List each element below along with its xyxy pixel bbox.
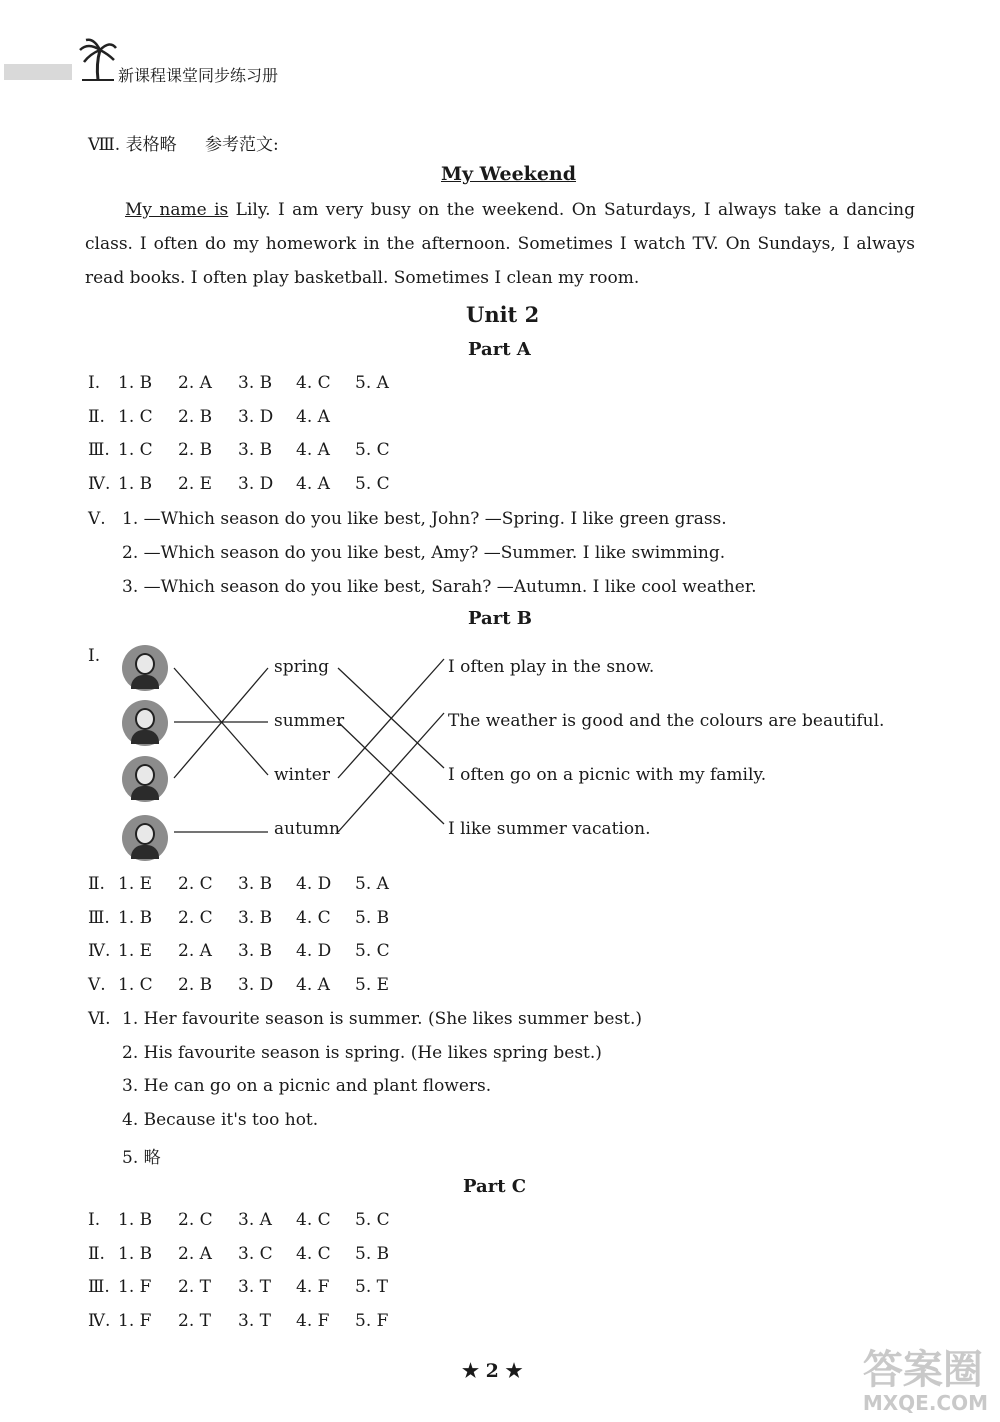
row-label: Ⅲ. [88,907,110,928]
match-sentence: I like summer vacation. [448,819,651,839]
answer-item: 1. C [118,406,153,427]
answer-item: 1. E [118,941,153,962]
watermark-logo-text: 答案圈 [862,1347,983,1393]
answer-item: 3. B [238,941,273,962]
unit-title: Unit 2 [466,302,540,327]
row-label: Ⅲ. [88,1277,110,1298]
answer-item: 3. T [238,1277,271,1298]
answer-item: 1. B [118,907,153,928]
answer-item: 4. C [296,1210,331,1230]
row-label: Ⅱ. [88,874,105,894]
answer-item: 1. C [118,975,153,996]
section8-label: Ⅷ. 表格略 [88,135,177,155]
watermark-url: MXQE.COM [862,1391,988,1415]
section8-note: 参考范文: [205,135,279,155]
answer-item: 1. C [118,440,153,461]
answer-item: 5. A [355,373,389,393]
answer-item: 3. B [238,874,273,894]
answer-item: 2. B [178,975,213,996]
answer-item: 2. C [178,874,213,894]
answer-item: 4. C [296,373,331,393]
answer-item: 1. B [118,1210,153,1230]
answer-item: 3. B [238,440,273,461]
answer-item: 5. B [355,907,390,928]
answer-item: 3. D [238,975,274,996]
answer-item: 4. F [296,1277,330,1298]
part-c-title: Part C [463,1176,527,1197]
answer-item: 5. C [355,1210,390,1230]
row-label: Ⅰ. [88,1210,101,1230]
answer-item: 5. B [355,1243,390,1264]
answer-item: 3. A [238,1210,272,1230]
match-line [338,713,444,832]
answer-line: 3. He can go on a picnic and plant flowers. [122,1076,492,1096]
answer-item: 4. A [296,975,330,996]
answer-item: 2. C [178,1210,213,1230]
essay-title: My Weekend [441,163,577,185]
answer-item: 2. A [178,941,212,962]
answer-item: 4. F [296,1311,330,1332]
header-title: 新课程课堂同步练习册 [118,66,279,85]
answer-item: 3. B [238,373,273,393]
answer-item: 4. C [296,1243,331,1264]
answer-item: 1. B [118,1243,153,1264]
answer-item: 4. D [296,941,332,962]
answer-item: 2. A [178,373,212,393]
answer-item: 5. A [355,874,389,894]
answer-item: 4. A [296,406,330,427]
answer-item: 1. F [118,1311,152,1332]
answer-item: 4. A [296,474,330,495]
answer-item: 2. A [178,1243,212,1264]
watermark [863,1348,988,1414]
match-sentence: The weather is good and the colours are beautiful. [448,711,885,731]
row-label: Ⅰ. [88,373,101,393]
answer-item: 1. F [118,1277,152,1298]
part-b-title: Part B [468,608,532,629]
answer-item: 3. D [238,474,274,495]
row-label: Ⅳ. [88,941,111,962]
essay-underlined-phrase: My name is [125,200,229,220]
page-number: ★ 2 ★ [462,1360,523,1382]
essay-body: Lily. I am very busy on the weekend. On Saturdays, I always take a dancing class. I often do my homework in the afternoon. Sometimes I watch TV. On Sundays, I always read books. I often play basketball. Sometimes I clean my room. [85,200,915,288]
answer-item: 1. E [118,874,153,894]
match-sentence: I often go on a picnic with my family. [448,765,767,785]
answer-item: 5. C [355,941,390,962]
season-label: winter [274,765,330,785]
answer-item: 3. C [238,1243,273,1264]
answer-item: 2. E [178,474,213,495]
answer-item: 2. B [178,440,213,461]
dialogue-line: 2. —Which season do you like best, Amy? —Summer. I like swimming. [122,543,726,563]
row-label: Ⅳ. [88,1311,111,1332]
dialogue-line: 3. —Which season do you like best, Sarah? —Autumn. I like cool weather. [122,577,757,597]
answer-item: 5. C [355,440,390,461]
row-label: Ⅱ. [88,406,105,427]
season-label: summer [274,711,345,731]
part-b-vi-label: Ⅵ. [88,1009,111,1029]
row-label: Ⅴ. [88,975,106,996]
answer-item: 2. C [178,907,213,928]
answer-line: 4. Because it's too hot. [122,1110,319,1130]
part-a-title: Part A [468,339,531,360]
part-a-v-label: Ⅴ. [88,509,106,529]
season-label: autumn [274,819,340,839]
answer-item: 3. B [238,907,273,928]
answer-item: 4. C [296,907,331,928]
answer-line: 1. Her favourite season is summer. (She likes summer best.) [122,1009,643,1029]
answer-line: 2. His favourite season is spring. (He likes spring best.) [122,1043,602,1063]
season-label: spring [274,657,330,677]
answer-item: 2. T [178,1277,211,1298]
row-label: Ⅲ. [88,440,110,461]
answer-item: 2. T [178,1311,211,1332]
answer-item: 4. D [296,874,332,894]
answer-item: 3. T [238,1311,271,1332]
answer-item: 3. D [238,406,274,427]
answer-item: 1. B [118,373,153,393]
answer-item: 1. B [118,474,153,495]
dialogue-line: 1. —Which season do you like best, John? —Spring. I like green grass. [122,509,727,529]
match-sentence: I often play in the snow. [448,657,655,677]
answer-item: 5. T [355,1277,388,1298]
answer-item: 5. F [355,1311,389,1332]
answer-item: 4. A [296,440,330,461]
row-label: Ⅱ. [88,1243,105,1264]
part-b-matching-label: Ⅰ. [88,646,101,666]
answer-item: 2. B [178,406,213,427]
match-line [338,659,444,778]
row-label: Ⅳ. [88,474,111,495]
answer-line: 5. 略 [122,1148,161,1168]
answer-item: 5. E [355,975,390,996]
answer-item: 5. C [355,474,390,495]
